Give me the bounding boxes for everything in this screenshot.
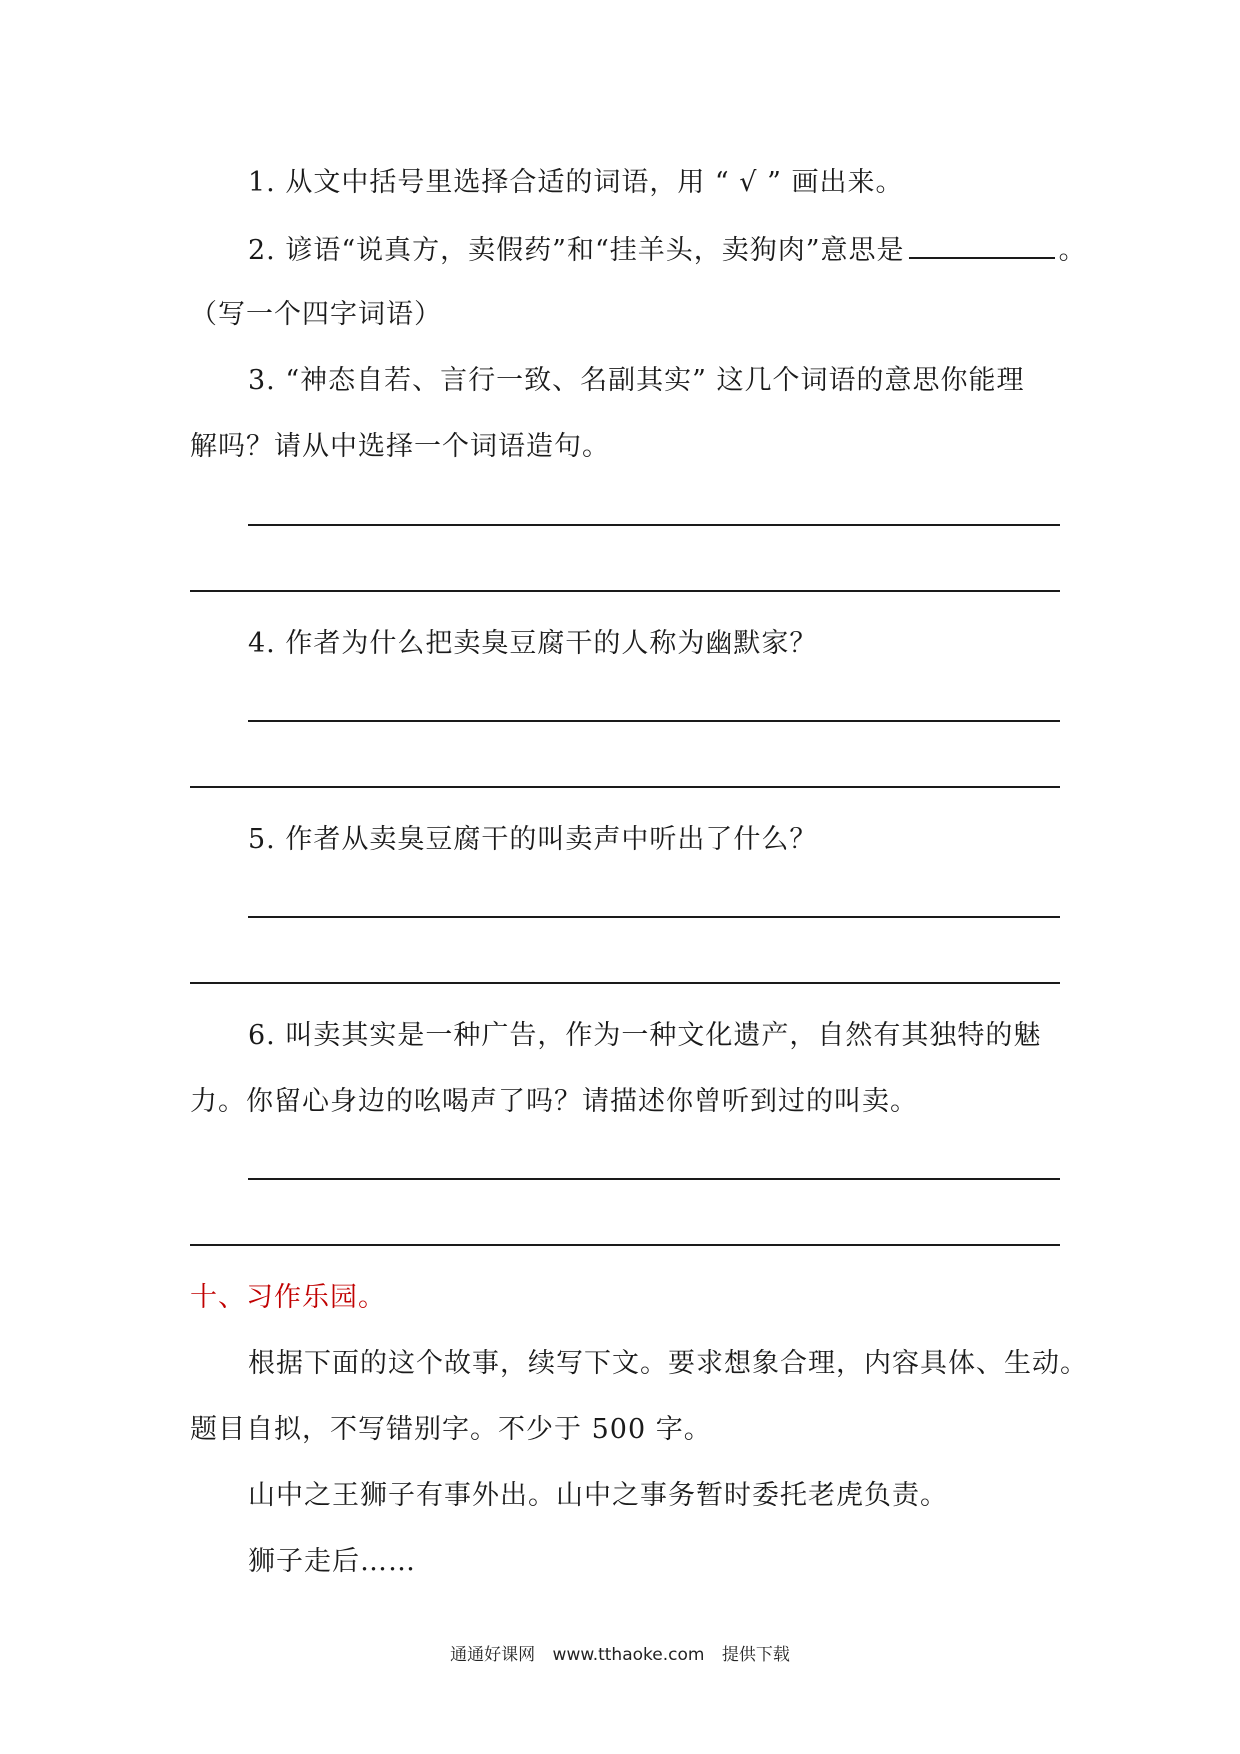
page-footer [0, 1640, 1240, 1665]
answer-line[interactable] [248, 524, 1060, 526]
answer-line[interactable] [248, 1178, 1060, 1180]
answer-line[interactable] [248, 720, 1060, 722]
answer-line[interactable] [190, 982, 1060, 984]
footer-url[interactable]: www.tthaoke.com [552, 1645, 705, 1665]
answer-line[interactable] [190, 786, 1060, 788]
story-line-2: 狮子走后…… [248, 1546, 416, 1577]
section-title: 十、习作乐园。 [190, 1282, 386, 1313]
answer-line[interactable] [248, 916, 1060, 918]
story-line-1: 山中之王狮子有事外出。山中之事务暂时委托老虎负责。 [248, 1480, 948, 1511]
question-4: 4. 作者为什么把卖臭豆腐干的人称为幽默家？ [248, 628, 818, 659]
question-1: 1. 从文中括号里选择合适的词语，用 “ √ ” 画出来。 [248, 167, 904, 198]
question-5: 5. 作者从卖臭豆腐干的叫卖声中听出了什么？ [248, 824, 818, 855]
question-3-line-1: 3. “神态自若、言行一致、名副其实” 这几个词语的意思你能理 [248, 365, 1025, 396]
footer-suffix: 提供下载 [721, 1645, 790, 1665]
answer-blank[interactable] [909, 229, 1055, 259]
answer-line[interactable] [190, 590, 1060, 592]
answer-line[interactable] [190, 1244, 1060, 1246]
question-3-line-2: 解吗？请从中选择一个词语造句。 [190, 431, 610, 462]
writing-prompt-line-2: 题目自拟，不写错别字。不少于 500 字。 [190, 1414, 712, 1445]
footer-site-name: 通通好课网 [450, 1645, 536, 1665]
question-6-line-1: 6. 叫卖其实是一种广告，作为一种文化遗产，自然有其独特的魅 [248, 1020, 1042, 1051]
question-6-line-2: 力。你留心身边的吆喝声了吗？请描述你曾听到过的叫卖。 [190, 1086, 918, 1117]
writing-prompt-line-1: 根据下面的这个故事，续写下文。要求想象合理，内容具体、生动。 [248, 1348, 1088, 1379]
question-2 [248, 229, 1087, 271]
question-2-text: 2. 谚语“说真方，卖假药”和“挂羊头，卖狗肉”意思是 [248, 235, 905, 266]
question-2-end: 。 [1058, 235, 1087, 266]
question-2-note: （写一个四字词语） [190, 299, 442, 330]
